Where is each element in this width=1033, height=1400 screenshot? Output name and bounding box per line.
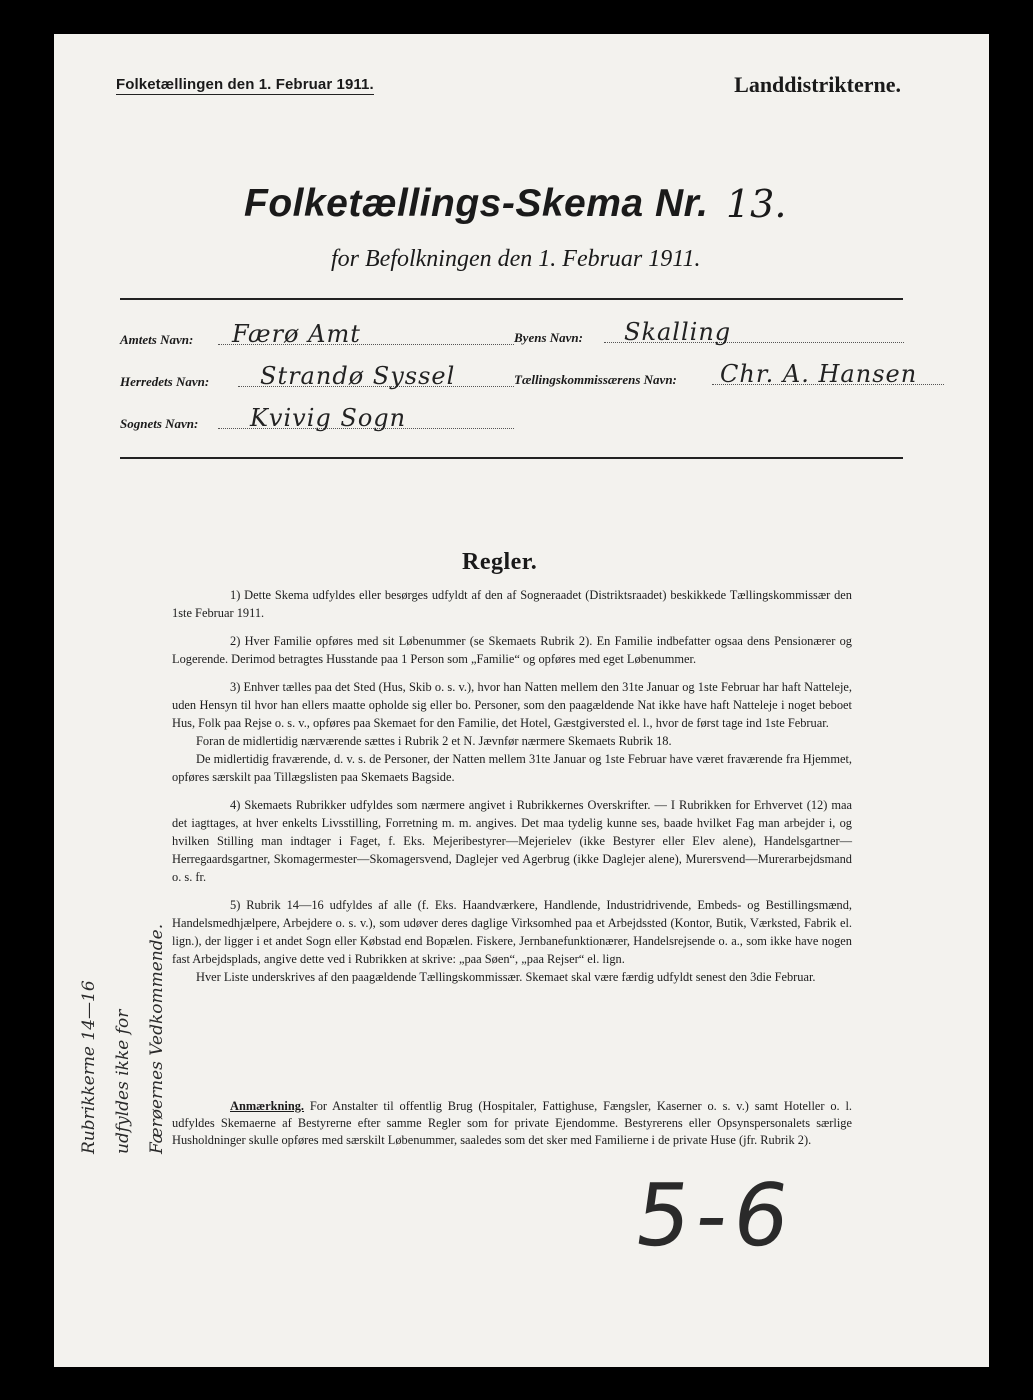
field-herred — [120, 362, 456, 390]
field-by-value: Skalling — [624, 318, 732, 346]
field-sogn — [120, 404, 407, 432]
annotation-text: For Anstalter til offentlig Brug (Hospitaler, Fattighuse, Fængsler, Kaserner o. s. v.) samt Hoteller o. l. udfyldes Skemaerne af Bestyrerne efter samme Regler som for private Ejendomme. Bestyrerens eller Opsynspersonalets særlige Husholdninger skulle opføres med særskilt Løbenummer, saaledes som det sker med Familierne i de private Huse (jfr. Rubrik 2). — [172, 1099, 852, 1147]
rule-3-note-absent: De midlertidig fraværende, d. v. s. de Personer, der Natten mellem 31te Januar og 1ste Februar have været fraværende fra Hjemmet, opføres særskilt paa Tillægslisten paa Skemaets Bagside. — [172, 752, 852, 784]
rule-3-note-present: Foran de midlertidig nærværende sættes i Rubrik 2 et N. Jævnfør nærmere Skemaets Rubrik 18. — [196, 734, 672, 748]
field-amt-label: Amtets Navn: — [120, 332, 194, 347]
bottom-divider — [120, 457, 903, 459]
field-sogn-label: Sognets Navn: — [120, 416, 199, 431]
rule-5: 5) Rubrik 14—16 udfyldes af alle (f. Eks. Haandværkere, Handlende, Industridrivende, Embeds- og Bestillingsmænd, Handelsmedhjælpere, Arbejdere o. s. v.), som udøver deres daglige Virksomhed paa et Arbejdssted (Kontor, Butik, Værksted, Fabrik el. lign.), der ligger i et andet Sogn eller Købstad end Bopælen. Fiskere, Jernbanefunktionærer, Handelsrejsende o. a., som ikke have nogen fast Arbejdsplads, angive dette ved i Rubrikken at skrive: „paa Søen“, „paa Rejser“ el. lign. — [172, 898, 852, 966]
side-note-handwritten — [72, 914, 172, 1154]
census-form-page — [54, 34, 989, 1367]
field-amt — [120, 320, 361, 348]
field-taellingskommissaer-label: Tællingskommissærens Navn: — [514, 372, 677, 387]
header-census-date: Folketællingen den 1. Februar 1911. — [116, 76, 374, 93]
field-amt-value: Færø Amt — [232, 320, 361, 348]
side-note-line-2: udfyldes ikke for — [113, 1009, 133, 1154]
rule-4: 4) Skemaets Rubrikker udfyldes som nærmere angivet i Rubrikkernes Overskrifter. — I Rubrikken for Erhvervet (12) maa det iagttages, at hver enkelts Livsstilling, Forretning m. m. angives. Det maa tydelig kunne ses, baade hvilket Fag man arbejder i, og hvilken Stilling man indtager i Faget, f. Eks. Mejeribestyrer—Mejerielev (ikke Bestyrer eller Elev alene), Handelsgartner—Herregaardsgartner, Skomagermester—Skomagersvend, Daglejer ved Agerbrug (ikke Daglejer alene), Murersvend—Murerarbejdsmand o. s. fr. — [172, 798, 852, 884]
annotation-block — [172, 1098, 852, 1149]
field-by — [514, 318, 732, 346]
form-title: Folketællings-Skema Nr. — [244, 182, 709, 225]
field-sogn-value: Kvivig Sogn — [250, 404, 407, 432]
field-taellingskommissaer — [514, 360, 918, 388]
header-district-type: Landdistrikterne. — [734, 72, 901, 97]
rule-1: 1) Dette Skema udfyldes eller besørges udfyldt af den af Sogneraadet (Distriktsraadet) beskikkede Tællingskommissær den 1ste Februar 1911. — [172, 588, 852, 620]
field-herred-value: Strandø Syssel — [260, 362, 456, 390]
top-divider — [120, 298, 903, 300]
annotation-label: Anmærkning. — [230, 1099, 305, 1113]
rules-heading: Regler. — [462, 549, 538, 575]
field-herred-label: Herredets Navn: — [120, 374, 210, 389]
side-note-line-3: Færøernes Vedkommende. — [147, 923, 167, 1154]
form-number-handwritten: 13. — [726, 182, 787, 226]
rule-3: 3) Enhver tælles paa det Sted (Hus, Skib o. s. v.), hvor han Natten mellem den 31te Januar og 1ste Februar har haft Natteleje, uden Hensyn til hvor han ellers maatte opholde sig eller bo. Personer, som den paagældende Nat ikke have haft Natteleje i noget beboet Hus, Folk paa Rejse o. s. v., opføres paa Skemaet for den Familie, det Hotel, Gæstgiversted el. l., hvor de først tage ind 1ste Februar. — [172, 680, 852, 730]
annotation-paragraph — [172, 1098, 852, 1149]
side-note-line-1: Rubrikkerne 14—16 — [79, 980, 99, 1154]
rule-2: 2) Hver Familie opføres med sit Løbenummer (se Skemaets Rubrik 2). En Familie indbefatter ogsaa dens Pensionærer og Logerende. Derimod betragtes Husstande paa 1 Person som „Familie“ og opføres med eget Løbenummer. — [172, 634, 852, 666]
field-by-label: Byens Navn: — [514, 330, 583, 345]
rules-body — [172, 586, 852, 986]
rule-signature: Hver Liste underskrives af den paagældende Tællingskommissær. Skemaet skal være færdig udfyldt senest den 3die Februar. — [196, 970, 816, 984]
field-taellingskommissaer-value: Chr. A. Hansen — [720, 360, 918, 388]
handwritten-range-number: 5-6 — [628, 1166, 802, 1266]
form-subtitle: for Befolkningen den 1. Februar 1911. — [331, 246, 701, 272]
